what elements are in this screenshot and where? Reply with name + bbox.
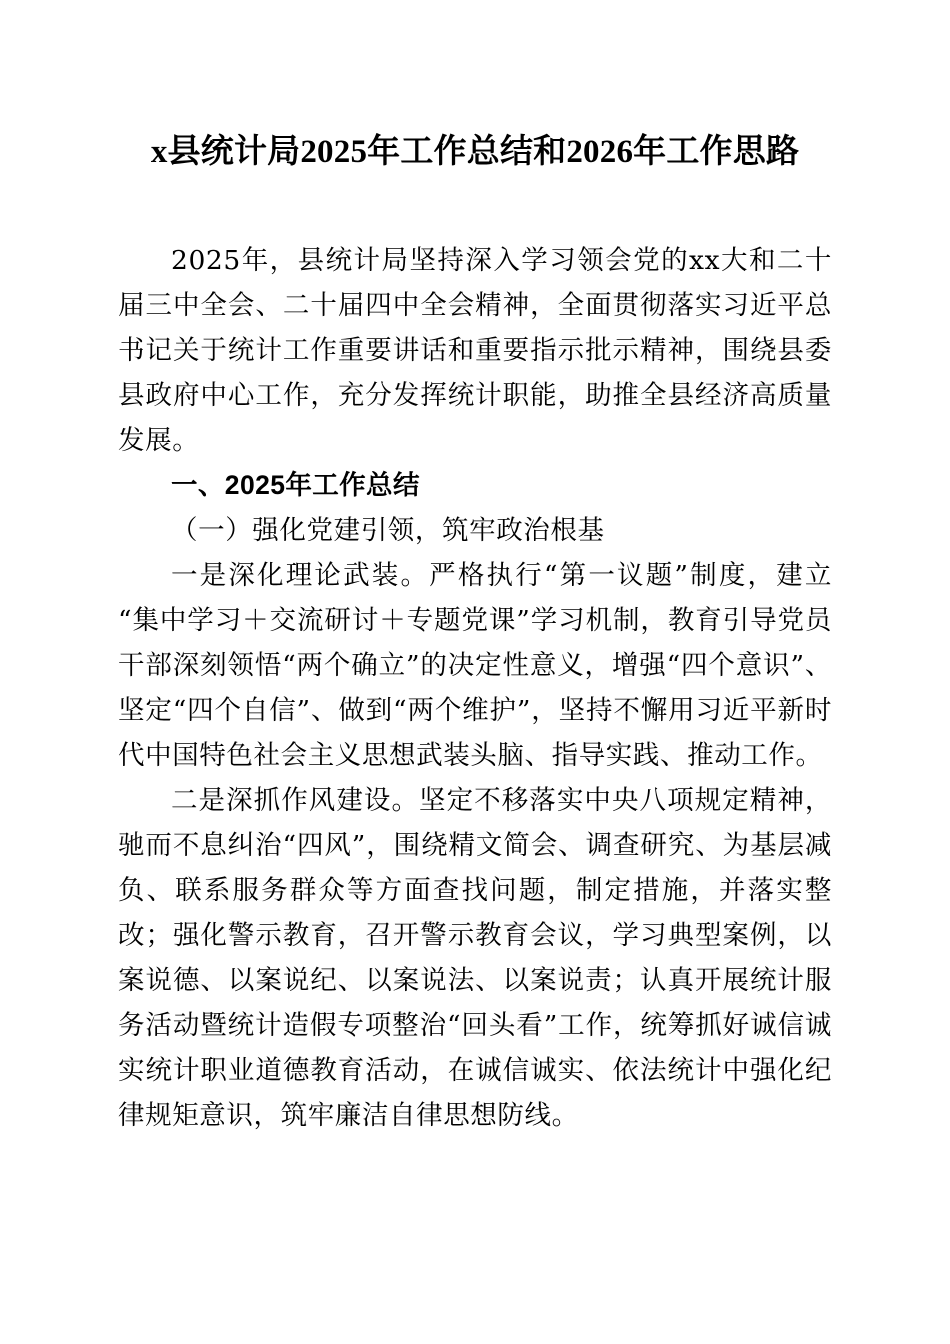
paragraph-theory-building: 一是深化理论武装。严格执行“第一议题”制度，建立“集中学习＋交流研讨＋专题党课”学习机制，教育引导党员干部深刻领悟“两个确立”的决定性意义，增强“四个意识”、坚定“四个自信”、做到“两个维护”，坚持不懈用习近平新时代中国特色社会主义思想武装头脑、指导实践、推动工作。 (118, 560, 832, 771)
document-title: x县统计局2025年工作总结和2026年工作思路 (150, 134, 800, 170)
intro-paragraph: 2025年，县统计局坚持深入学习领会党的xx大和二十届三中全会、二十届四中全会精神，全面贯彻落实习近平总书记关于统计工作重要讲话和重要指示批示精神，围绕县委县政府中心工作，充分发挥统计职能，助推全县经济高质量发展。 (118, 245, 832, 456)
section-heading-1: 一、2025年工作总结 (171, 470, 420, 500)
paragraph-work-style: 二是深抓作风建设。坚定不移落实中央八项规定精神，驰而不息纠治“四风”，围绕精文简会、调查研究、为基层减负、联系服务群众等方面查找问题，制定措施，并落实整改；强化警示教育，召开警示教育会议，学习典型案例，以案说德、以案说纪、以案说法、以案说责；认真开展统计服务活动暨统计造假专项整治“回头看”工作，统筹抓好诚信诚实统计职业道德教育活动，在诚信诚实、依法统计中强化纪律规矩意识，筑牢廉洁自律思想防线。 (118, 785, 832, 1131)
document-content (118, 0, 832, 1138)
sub-heading-1-1: （一）强化党建引领，筑牢政治根基 (171, 515, 605, 546)
